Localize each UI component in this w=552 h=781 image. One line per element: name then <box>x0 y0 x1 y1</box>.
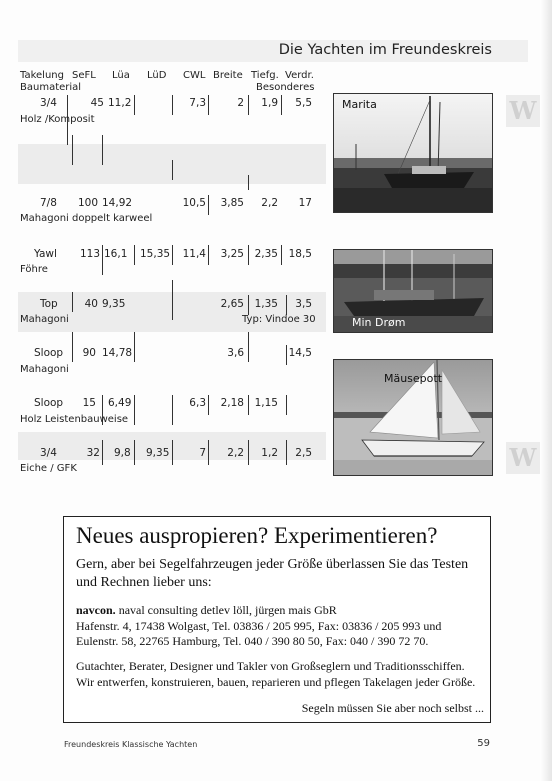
column-rule <box>208 245 209 265</box>
footer-publication: Freundeskreis Klassische Yachten <box>64 740 198 749</box>
cell-breite: 2,65 <box>220 298 244 310</box>
column-rule <box>172 440 173 465</box>
page-number: 59 <box>477 738 490 749</box>
header-baumaterial: Baumaterial <box>20 82 82 93</box>
cell-besonderes: Typ: Vindoe 30 <box>242 314 316 325</box>
cell-sefl: 32 <box>86 447 100 459</box>
column-rule <box>134 440 135 465</box>
photo-mausepott <box>333 359 493 476</box>
cell-takelung: Sloop <box>34 347 64 359</box>
cell-breite: 3,85 <box>220 197 244 209</box>
ad-tagline: Segeln müssen Sie aber noch selbst ... <box>301 701 484 715</box>
cell-breite: 2,2 <box>227 447 244 459</box>
cell-tiefg: 1,2 <box>261 447 278 459</box>
cell-verdr: 2,5 <box>295 447 312 459</box>
cell-tiefg: 1,15 <box>254 397 278 409</box>
cell-takelung: 7/8 <box>40 197 57 209</box>
column-rule <box>72 135 73 165</box>
cell-lud: 15,35 <box>140 248 171 260</box>
advertisement-box <box>63 516 491 723</box>
photo-marita <box>333 93 493 213</box>
column-rule <box>248 332 249 362</box>
header-sefl: SeFL <box>72 70 96 81</box>
cell-sefl: 100 <box>77 197 98 209</box>
column-rule <box>102 440 103 465</box>
sailboat-photo-marita <box>334 94 492 212</box>
ad-address-line-1: Hafenstr. 4, 17438 Wolgast, Tel. 03836 / 205 995, Fax: 03836 / 205 993 und <box>76 619 442 633</box>
column-rule <box>208 95 209 115</box>
cell-breite: 3,25 <box>220 248 244 260</box>
cell-takelung: Sloop <box>34 397 64 409</box>
column-rule <box>248 95 249 115</box>
ad-headline: Neues auspropieren? Experimentieren? <box>76 523 438 548</box>
cell-breite: 2,18 <box>220 397 244 409</box>
cell-material: Holz /Komposit <box>20 114 95 125</box>
header-breite: Breite <box>213 70 243 81</box>
cell-cwl: 7,3 <box>189 97 206 109</box>
cell-tiefg: 1,35 <box>254 298 278 310</box>
cell-material: Eiche / GFK <box>20 463 77 474</box>
ad-services-line-2: Wir entwerfen, konstruieren, bauen, reparieren und pflegen Takelagen jeder Größe. <box>76 675 476 689</box>
cell-takelung: Yawl <box>34 248 57 260</box>
cell-sefl: 15 <box>82 397 96 409</box>
column-rule <box>172 245 173 265</box>
column-rule <box>281 245 282 265</box>
column-rule <box>172 395 173 425</box>
cell-takelung: 3/4 <box>40 97 57 109</box>
column-rule <box>134 95 135 115</box>
column-rule <box>172 280 173 320</box>
column-rule <box>102 245 103 275</box>
cell-verdr: 18,5 <box>288 248 312 260</box>
cell-lua: 6,49 <box>108 397 132 409</box>
column-rule <box>134 332 135 362</box>
cell-lua: 16,1 <box>104 248 128 260</box>
cell-lud: 9,35 <box>146 447 170 459</box>
cell-tiefg: 1,9 <box>261 97 278 109</box>
page-binding-shadow <box>540 0 552 781</box>
cell-verdr: 5,5 <box>295 97 312 109</box>
cell-verdr: 3,5 <box>295 298 312 310</box>
cell-tiefg: 2,2 <box>261 197 278 209</box>
column-rule <box>208 440 209 465</box>
cell-material: Mahagoni doppelt karweel <box>20 213 153 224</box>
cell-breite: 3,6 <box>227 347 244 359</box>
cell-breite: 2 <box>237 97 244 109</box>
header-lua: Lüa <box>112 70 130 81</box>
header-takelung: Takelung <box>20 70 64 81</box>
cell-sefl: 40 <box>84 298 98 310</box>
ad-services-line-1: Gutachter, Berater, Designer und Takler von Großseglern und Traditionsschiffen. <box>76 659 465 673</box>
column-rule <box>134 245 135 265</box>
cell-lua: 9,8 <box>114 447 131 459</box>
cell-verdr: 14,5 <box>288 347 312 359</box>
cell-lua: 9,35 <box>102 298 126 310</box>
cell-material: Föhre <box>20 264 48 275</box>
ad-company-details: naval consulting detlev löll, jürgen mais GbR <box>115 603 337 617</box>
page-title: Die Yachten im Freundeskreis <box>278 42 492 58</box>
column-rule <box>208 195 209 215</box>
column-rule <box>172 95 173 115</box>
column-rule <box>248 440 249 465</box>
column-rule <box>281 95 282 115</box>
cell-cwl: 6,3 <box>189 397 206 409</box>
cell-cwl: 7 <box>199 447 206 459</box>
header-verdr: Verdr. <box>285 70 314 81</box>
watermark-letter: W <box>506 442 540 474</box>
column-rule <box>248 295 249 315</box>
column-rule <box>102 135 103 165</box>
cell-material: Mahagoni <box>20 314 69 325</box>
header-tiefg: Tiefg. <box>251 70 279 81</box>
photo-caption: Mäusepott <box>383 372 443 385</box>
cell-material: Holz Leistenbauweise <box>20 414 129 425</box>
header-lud: LüD <box>147 70 167 81</box>
cell-lua: 14,92 <box>102 197 133 209</box>
ad-company-line <box>76 603 337 618</box>
cell-tiefg: 2,35 <box>254 248 278 260</box>
header-besonderes: Besonderes <box>256 82 315 93</box>
cell-lua: 14,78 <box>102 347 133 359</box>
header-cwl: CWL <box>183 70 206 81</box>
ad-intro-line-1: Gern, aber bei Segelfahrzeugen jeder Größe überlassen Sie das Testen <box>76 557 469 572</box>
cell-takelung: 3/4 <box>40 447 57 459</box>
cell-verdr: 17 <box>298 197 312 209</box>
column-rule <box>248 395 249 415</box>
cell-sefl: 90 <box>82 347 96 359</box>
ad-address-line-2: Eulenstr. 58, 22765 Hamburg, Tel. 040 / 390 80 50, Fax: 040 / 390 72 70. <box>76 634 429 648</box>
cell-material: Mahagoni <box>20 364 69 375</box>
cell-lua: 11,2 <box>108 97 132 109</box>
cell-cwl: 11,4 <box>182 248 206 260</box>
column-rule <box>248 245 249 265</box>
ad-company-name: navcon. <box>76 603 116 617</box>
column-rule <box>208 395 209 415</box>
cell-cwl: 10,5 <box>182 197 206 209</box>
column-rule <box>134 395 135 425</box>
photo-min-drom <box>333 249 493 333</box>
photo-caption: Min Drøm <box>352 316 406 329</box>
column-rule <box>172 160 173 180</box>
column-rule <box>248 175 249 190</box>
cell-takelung: Top <box>40 298 58 310</box>
cell-sefl: 45 <box>90 97 104 109</box>
ad-intro-line-2: und Rechnen lieber uns: <box>76 575 212 590</box>
column-rule <box>286 395 287 415</box>
photo-caption: Marita <box>342 98 377 111</box>
cell-sefl: 113 <box>79 248 100 260</box>
watermark-letter: W <box>506 95 540 127</box>
